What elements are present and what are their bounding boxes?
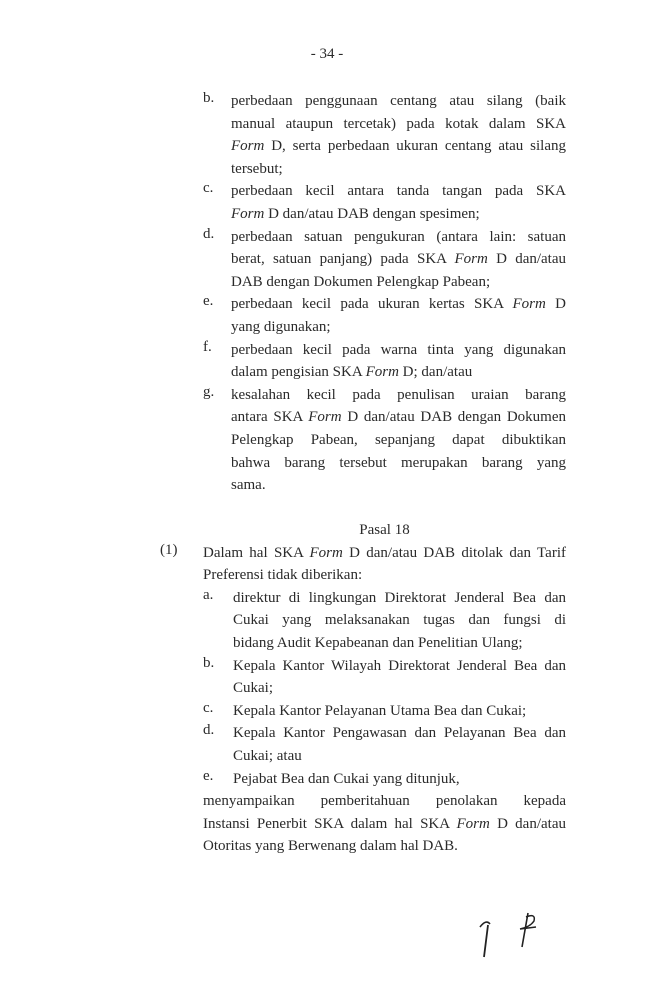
paragraph-label: (1) — [160, 541, 178, 558]
text-segment: D dan/atau DAB ditolak dan Tarif — [342, 544, 566, 561]
list-item — [203, 722, 566, 767]
text-segment: Cukai; — [233, 680, 273, 697]
text-segment: manual ataupun tercetak) pada kotak dalam SKA — [231, 115, 566, 132]
list-item — [203, 90, 566, 180]
list-item-label: b. — [203, 654, 215, 671]
text-segment: D, serta perbedaan ukuran centang atau silang — [264, 138, 566, 155]
text-line — [231, 90, 566, 113]
text-line — [231, 226, 566, 249]
text-segment: Pelengkap Pabean, sepanjang dapat dibuktikan — [231, 431, 566, 448]
text-segment: perbedaan kecil pada ukuran kertas SKA — [231, 296, 513, 313]
text-segment: direktur di lingkungan Direktorat Jenderal Bea dan — [233, 589, 566, 606]
text-line — [231, 158, 566, 181]
text-line — [203, 790, 566, 813]
text-segment: Preferensi tidak diberikan: — [203, 567, 363, 584]
italic-term: Form — [308, 409, 342, 426]
text-segment: bahwa barang tersebut merupakan barang yang — [231, 454, 566, 471]
list-item-label: c. — [203, 699, 214, 716]
list-item-label: b. — [203, 90, 215, 106]
text-line — [203, 542, 566, 565]
italic-term: Form — [231, 205, 265, 222]
text-segment: D; dan/atau — [398, 364, 473, 381]
text-segment: Dalam hal SKA — [203, 544, 310, 561]
text-line — [231, 316, 566, 339]
article-title: Pasal 18 — [359, 522, 410, 538]
text-segment: kesalahan kecil pada penulisan uraian barang — [231, 386, 566, 403]
text-segment: bidang Audit Kepabeanan dan Penelitian Ulang; — [233, 634, 523, 651]
text-line — [231, 361, 566, 384]
list-item — [203, 384, 566, 497]
italic-term: Form — [456, 815, 490, 832]
text-line — [231, 113, 566, 136]
text-line — [231, 271, 566, 294]
list-item-label: e. — [203, 293, 214, 310]
italic-term: Form — [365, 364, 399, 381]
italic-term: Form — [512, 296, 546, 313]
text-segment: Kepala Kantor Pengawasan dan Pelayanan Bea dan — [233, 725, 566, 742]
handwritten-initials-signature — [470, 905, 550, 965]
text-segment: D dan/atau — [489, 815, 566, 832]
text-line — [231, 293, 566, 316]
text-line — [231, 248, 566, 271]
list-item — [203, 587, 566, 655]
text-segment: D dan/atau — [487, 251, 566, 268]
text-segment: perbedaan penggunaan centang atau silang (baik — [231, 93, 566, 109]
text-line — [231, 384, 566, 407]
list-continued — [203, 90, 566, 497]
text-line — [233, 609, 566, 632]
page-number: - 34 - — [310, 46, 344, 62]
list-item — [203, 180, 566, 225]
text-segment: menyampaikan pemberitahuan penolakan kepada — [203, 793, 566, 810]
text-segment: berat, satuan panjang) pada SKA — [231, 251, 455, 268]
list-item-label: c. — [203, 180, 214, 197]
text-segment: perbedaan satuan pengukuran (antara lain: satuan — [231, 228, 566, 245]
list-item — [203, 293, 566, 338]
text-line — [231, 180, 566, 203]
list-item — [203, 655, 566, 700]
text-line — [231, 135, 566, 158]
list-item — [203, 226, 566, 294]
text-line — [231, 452, 566, 475]
text-segment: Cukai yang melaksanakan tugas dan fungsi di — [233, 612, 566, 629]
text-segment: D — [545, 296, 566, 313]
text-segment: Otoritas yang Berwenang dalam hal DAB. — [203, 838, 458, 855]
list-item-label: a. — [203, 586, 214, 603]
text-segment: Kepala Kantor Wilayah Direktorat Jenderal Bea dan — [233, 657, 566, 674]
text-line — [231, 406, 566, 429]
text-line — [203, 564, 566, 587]
text-segment: perbedaan kecil antara tanda tangan pada SKA — [231, 183, 566, 200]
italic-term: Form — [454, 251, 488, 268]
text-line — [231, 203, 566, 226]
text-line — [203, 835, 566, 858]
text-line — [233, 722, 566, 745]
list-item-label: d. — [203, 225, 215, 242]
text-line — [231, 339, 566, 362]
text-segment: Pejabat Bea dan Cukai yang ditunjuk, — [233, 770, 460, 787]
text-segment: antara SKA — [231, 409, 309, 426]
paragraph-1 — [160, 542, 566, 858]
text-line — [233, 700, 566, 723]
text-segment: perbedaan kecil pada warna tinta yang digunakan — [231, 341, 566, 358]
text-line — [233, 632, 566, 655]
text-segment: tersebut; — [231, 160, 283, 177]
text-segment: dalam pengisian SKA — [231, 364, 366, 381]
list-item-label: g. — [203, 383, 215, 400]
list-item — [203, 339, 566, 384]
text-segment: D dan/atau DAB dengan Dokumen — [341, 409, 566, 426]
text-segment: Kepala Kantor Pelayanan Utama Bea dan Cukai; — [233, 702, 527, 719]
text-line — [233, 768, 566, 791]
text-segment: yang digunakan; — [231, 318, 331, 335]
list-item-label: d. — [203, 722, 215, 739]
list-item — [203, 768, 566, 791]
text-segment: DAB dengan Dokumen Pelengkap Pabean; — [231, 273, 491, 290]
text-segment: Instansi Penerbit SKA dalam hal SKA — [203, 815, 457, 832]
list-item-label: f. — [203, 338, 212, 355]
text-line — [203, 813, 566, 836]
text-line — [233, 587, 566, 610]
text-line — [233, 655, 566, 678]
text-segment: D dan/atau DAB dengan spesimen; — [264, 205, 480, 222]
text-segment: Cukai; atau — [233, 747, 302, 764]
text-line — [233, 745, 566, 768]
list-item-label: e. — [203, 767, 214, 784]
list-item — [203, 700, 566, 723]
italic-term: Form — [231, 138, 265, 155]
text-segment: sama. — [231, 477, 266, 494]
text-line — [231, 474, 566, 497]
italic-term: Form — [309, 544, 343, 561]
article-18 — [160, 519, 566, 858]
text-line — [233, 677, 566, 700]
text-line — [231, 429, 566, 452]
